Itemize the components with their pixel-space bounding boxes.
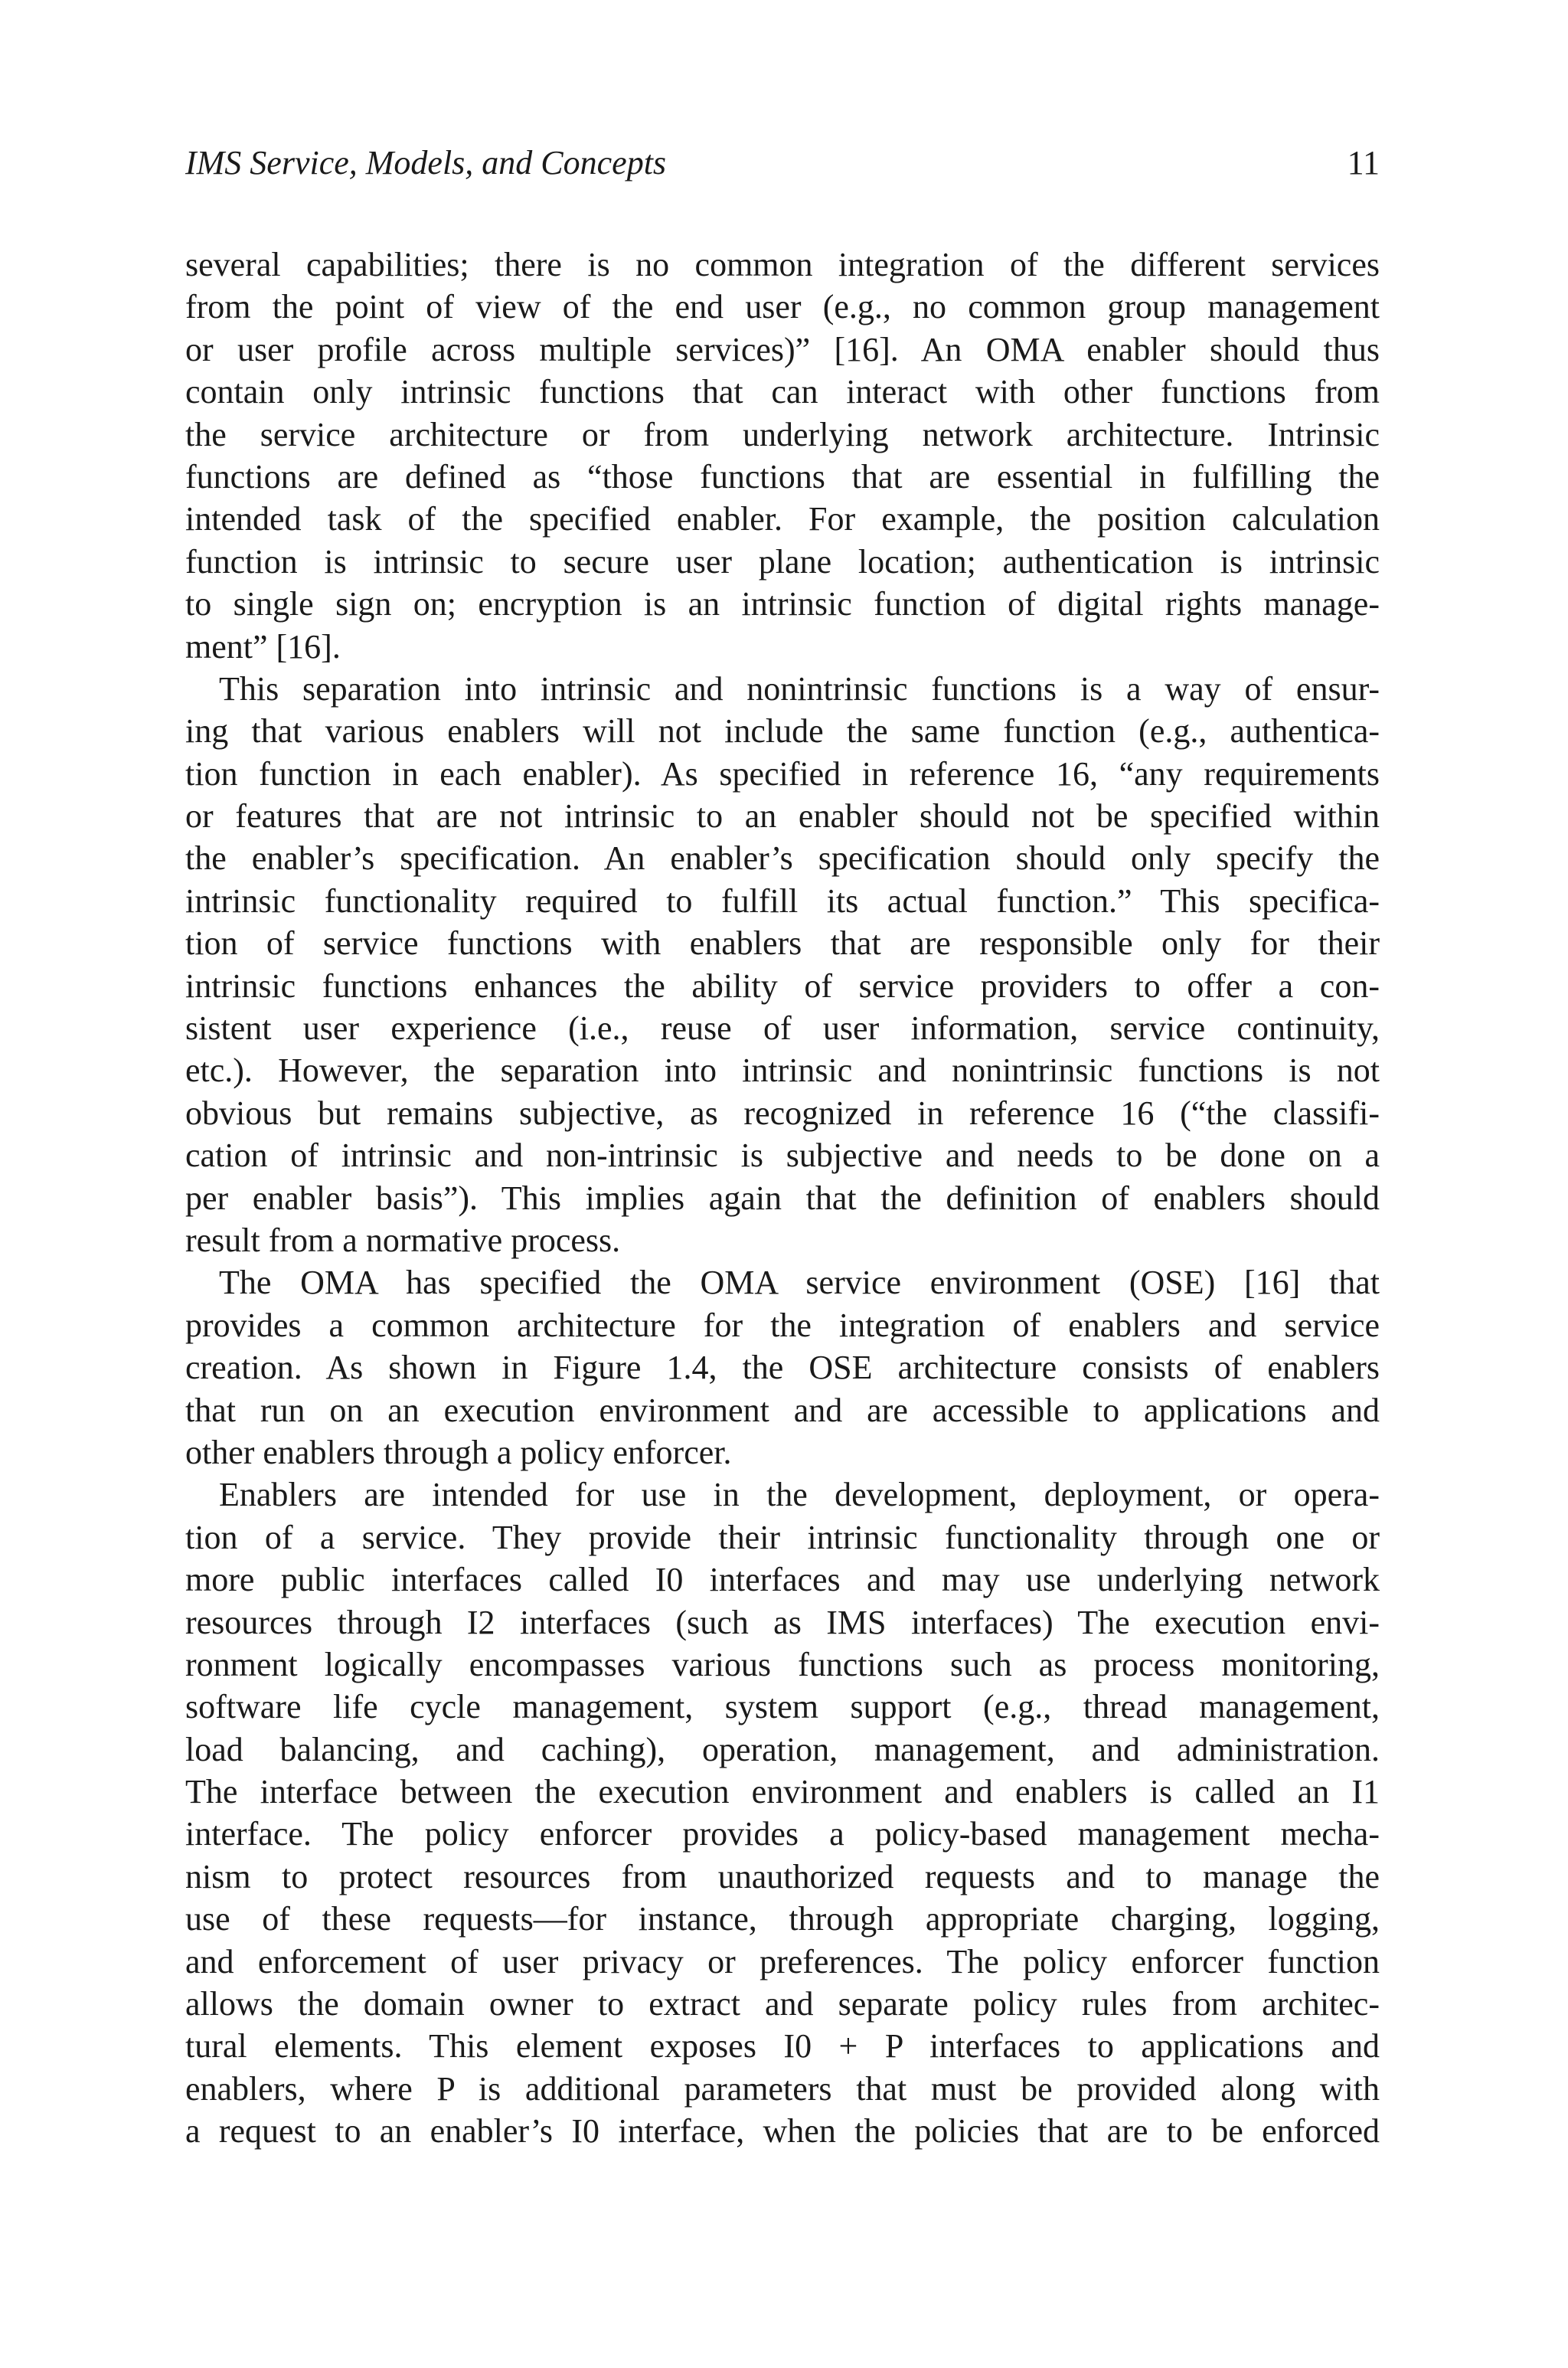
text-line: etc.). However, the separation into intrinsic and nonintrinsic functions is not xyxy=(185,1052,1380,1090)
text-line: a request to an enabler’s I0 interface, when the policies that are to be enforced xyxy=(185,2112,1380,2150)
text-line: software life cycle management, system support (e.g., thread management, xyxy=(185,1688,1380,1726)
text-line: enablers, where P is additional parameters that must be provided along with xyxy=(185,2069,1380,2108)
text-line: Enablers are intended for use in the development, deployment, or opera- xyxy=(219,1476,1380,1514)
text-line: creation. As shown in Figure 1.4, the OSE architecture consists of enablers xyxy=(185,1349,1380,1387)
paragraph xyxy=(185,668,1380,1261)
text-line: The interface between the execution environment and enablers is called an I1 xyxy=(185,1773,1380,1811)
text-line: several capabilities; there is no common integration of the different services xyxy=(185,246,1380,283)
text-line: per enabler basis”). This implies again that the definition of enablers should xyxy=(185,1179,1380,1217)
text-line: use of these requests—for instance, through appropriate charging, logging, xyxy=(185,1900,1380,1938)
text-line: contain only intrinsic functions that can interact with other functions from xyxy=(185,373,1380,411)
paragraph xyxy=(185,1473,1380,2152)
text-line: or features that are not intrinsic to an enabler should not be specified within xyxy=(185,797,1380,836)
text-line: interface. The policy enforcer provides a policy-based management mecha- xyxy=(185,1815,1380,1853)
text-line: more public interfaces called I0 interfaces and may use underlying network xyxy=(185,1561,1380,1599)
text-line: tion of service functions with enablers that are responsible only for their xyxy=(185,924,1380,963)
text-line: The OMA has specified the OMA service environment (OSE) [16] that xyxy=(219,1264,1380,1302)
text-line: function is intrinsic to secure user plane location; authentication is intrinsic xyxy=(185,542,1380,581)
text-line: obvious but remains subjective, as recognized in reference 16 (“the classifi- xyxy=(185,1094,1380,1132)
text-line: load balancing, and caching), operation, management, and administration. xyxy=(185,1730,1380,1768)
page-number: 11 xyxy=(1347,144,1380,182)
running-title: IMS Service, Models, and Concepts xyxy=(185,144,667,182)
paragraph xyxy=(185,244,1380,668)
text-line: tion of a service. They provide their intrinsic functionality through one or xyxy=(185,1518,1380,1556)
text-line: resources through I2 interfaces (such as IMS interfaces) The execution envi- xyxy=(185,1603,1380,1641)
text-line: other enablers through a policy enforcer. xyxy=(185,1433,732,1471)
text-line: nism to protect resources from unauthorized requests and to manage the xyxy=(185,1857,1380,1895)
running-header xyxy=(185,136,1380,190)
text-line: from the point of view of the end user (e.g., no common group management xyxy=(185,288,1380,326)
text-line: the service architecture or from underlying network architecture. Intrinsic xyxy=(185,415,1380,453)
text-line: and enforcement of user privacy or preferences. The policy enforcer function xyxy=(185,1942,1380,1980)
text-line: sistent user experience (i.e., reuse of user information, service continuity, xyxy=(185,1009,1380,1048)
text-line: functions are defined as “those functions that are essential in fulfilling the xyxy=(185,457,1380,496)
text-line: intrinsic functions enhances the ability of service providers to offer a con- xyxy=(185,966,1380,1005)
text-line: ronment logically encompasses various functions such as process monitoring, xyxy=(185,1645,1380,1683)
text-line: tural elements. This element exposes I0 + P interfaces to applications and xyxy=(185,2027,1380,2065)
text-line: allows the domain owner to extract and separate policy rules from architec- xyxy=(185,1985,1380,2023)
text-line: intended task of the specified enabler. For example, the position calculation xyxy=(185,500,1380,538)
text-line: tion function in each enabler). As specified in reference 16, “any requirements xyxy=(185,754,1380,793)
text-line: that run on an execution environment and are accessible to applications and xyxy=(185,1391,1380,1429)
text-line: result from a normative process. xyxy=(185,1221,621,1259)
text-line: to single sign on; encryption is an intrinsic function of digital rights manage- xyxy=(185,585,1380,623)
body-text xyxy=(185,244,1380,2153)
text-line: or user profile across multiple services)” [16]. An OMA enabler should thus xyxy=(185,330,1380,368)
text-line: This separation into intrinsic and nonintrinsic functions is a way of ensur- xyxy=(219,669,1380,708)
text-line: ment” [16]. xyxy=(185,627,341,666)
text-line: intrinsic functionality required to fulfill its actual function.” This specifica- xyxy=(185,881,1380,920)
text-line: cation of intrinsic and non-intrinsic is subjective and needs to be done on a xyxy=(185,1137,1380,1175)
text-line: provides a common architecture for the integration of enablers and service xyxy=(185,1306,1380,1344)
text-line: the enabler’s specification. An enabler’s specification should only specify the xyxy=(185,839,1380,878)
paragraph xyxy=(185,1261,1380,1473)
text-line: ing that various enablers will not include the same function (e.g., authentica- xyxy=(185,712,1380,751)
